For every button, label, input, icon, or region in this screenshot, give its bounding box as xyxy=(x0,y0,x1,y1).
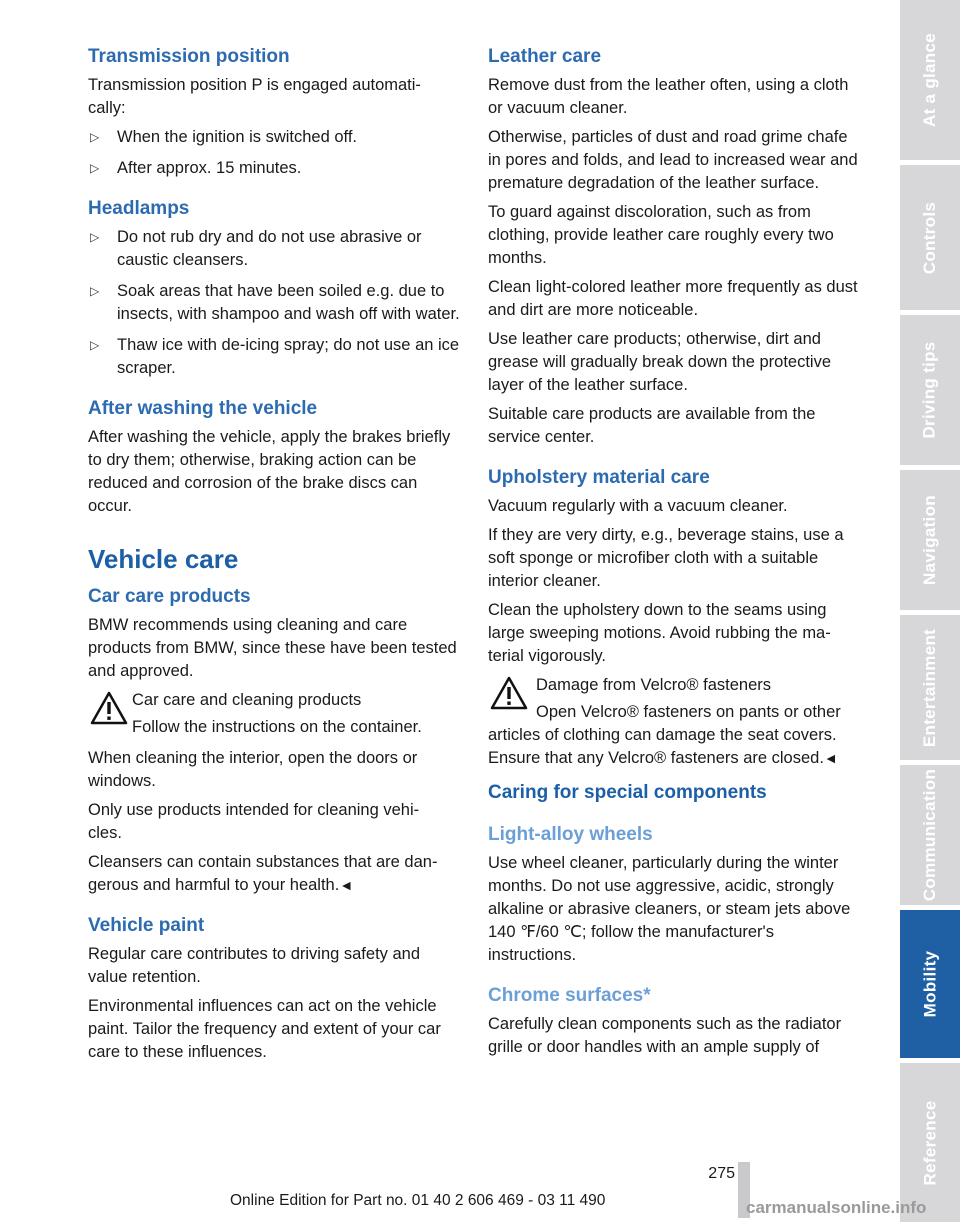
upholstery-text-2: If they are very dirty, e.g., beverage stains, use a soft sponge or microfiber cloth with a suitable interior cleaner. xyxy=(488,526,844,590)
upholstery-heading: Upholstery material care xyxy=(488,467,710,488)
end-mark-icon: ◄ xyxy=(339,877,354,893)
velcro-warning-box xyxy=(488,674,862,770)
velcro-warning-text: articles of clothing can damage the seat covers. Ensure that any Velcro® fasteners are closed.◄ xyxy=(488,726,838,767)
list-item: ▷ Do not rub dry and do not use abrasive or caustic cleansers. xyxy=(90,228,422,269)
watermark: carmanualsonline.info xyxy=(746,1198,927,1217)
edition-footer: Online Edition for Part no. 01 40 2 606 469 - 03 11 490 xyxy=(230,1192,606,1209)
tab-entertainment[interactable]: Entertainment xyxy=(900,615,960,760)
leather-heading: Leather care xyxy=(488,46,602,67)
chapter-tabs-sidebar xyxy=(900,0,960,1222)
wheels-text: Use wheel cleaner, particularly during the winter months. Do not use aggressive, acidic, strongly alkaline or abrasive cleaners, or steam jets above 140 ℉/60 ℃; follow the manufacturer's instructions. xyxy=(488,854,851,964)
leather-text-1: Remove dust from the leather often, using a cloth or vacuum cleaner. xyxy=(488,76,849,117)
cleansers-text: Cleansers can contain substances that are dan- gerous and harmful to your health.◄ xyxy=(88,853,438,894)
tab-reference[interactable]: Reference xyxy=(900,1063,960,1222)
list-item: ▷ Thaw ice with de-icing spray; do not use an ice scraper. xyxy=(90,336,460,377)
headlamps-heading: Headlamps xyxy=(88,198,190,219)
warning-triangle-icon xyxy=(490,676,528,710)
transmission-heading: Transmission position xyxy=(88,46,290,67)
headlamps-list xyxy=(88,226,464,380)
left-column xyxy=(88,44,464,1070)
interior-text: When cleaning the interior, open the doors or windows. xyxy=(88,749,418,790)
products-text: Only use products intended for cleaning vehi- cles. xyxy=(88,801,420,842)
warning-triangle-icon xyxy=(90,691,128,725)
triangle-bullet-icon: ▷ xyxy=(90,338,100,352)
leather-text-2: Otherwise, particles of dust and road grime chafe in pores and folds, and lead to increased wear and premature degradation of the leather surface. xyxy=(488,128,858,192)
page-number: 275 xyxy=(708,1165,735,1182)
after-washing-heading: After washing the vehicle xyxy=(88,398,318,419)
chrome-text: Carefully clean components such as the radiator grille or door handles with an ample supply of xyxy=(488,1015,842,1056)
triangle-bullet-icon: ▷ xyxy=(90,130,100,144)
leather-text-6: Suitable care products are available from the service center. xyxy=(488,405,816,446)
velcro-warning-line: Open Velcro® fasteners on pants or other xyxy=(536,703,841,721)
list-item: ▷ Soak areas that have been soiled e.g. due to insects, with shampoo and wash off with water. xyxy=(90,282,460,323)
leather-text-3: To guard against discoloration, such as from clothing, provide leather care roughly every two months. xyxy=(488,203,834,267)
chrome-heading: Chrome surfaces* xyxy=(488,985,651,1006)
car-care-heading: Car care products xyxy=(88,586,251,607)
upholstery-text-3: Clean the upholstery down to the seams using large sweeping motions. Avoid rubbing the ma- terial vigorously. xyxy=(488,601,831,665)
end-mark-icon: ◄ xyxy=(823,750,838,766)
tab-communication[interactable]: Communication xyxy=(900,765,960,905)
special-components-heading: Caring for special components xyxy=(488,782,767,803)
vehicle-paint-heading: Vehicle paint xyxy=(88,915,205,936)
warning-title: Car care and cleaning products xyxy=(132,691,362,709)
transmission-intro: Transmission position P is engaged automati- cally: xyxy=(88,76,421,117)
upholstery-text-1: Vacuum regularly with a vacuum cleaner. xyxy=(488,497,788,515)
transmission-list xyxy=(88,126,464,180)
list-item: ▷ When the ignition is switched off. xyxy=(88,126,464,149)
list-item: ▷ After approx. 15 minutes. xyxy=(88,157,464,180)
tab-mobility[interactable]: Mobility xyxy=(900,910,960,1058)
triangle-bullet-icon: ▷ xyxy=(90,284,100,298)
triangle-bullet-icon: ▷ xyxy=(90,161,100,175)
leather-text-5: Use leather care products; otherwise, dirt and grease will gradually break down the protective layer of the leather surface. xyxy=(488,330,832,394)
paint-text-1: Regular care contributes to driving safety and value retention. xyxy=(88,945,421,986)
warning-text: Follow the instructions on the container. xyxy=(132,718,422,736)
velcro-warning-title: Damage from Velcro® fasteners xyxy=(536,676,772,694)
after-washing-text: After washing the vehicle, apply the brakes briefly to dry them; otherwise, braking action can be reduced and corrosion of the brake discs can occur. xyxy=(88,428,451,515)
paint-text-2: Environmental influences can act on the vehicle paint. Tailor the frequency and extent of your car care to these influences. xyxy=(88,997,441,1061)
triangle-bullet-icon: ▷ xyxy=(90,230,100,244)
tab-driving-tips[interactable]: Driving tips xyxy=(900,315,960,465)
chapter-title: Vehicle care xyxy=(88,544,239,574)
tab-at-a-glance[interactable]: At a glance xyxy=(900,0,960,160)
right-column xyxy=(488,44,862,1065)
tab-controls[interactable]: Controls xyxy=(900,165,960,310)
tab-navigation[interactable]: Navigation xyxy=(900,470,960,610)
leather-text-4: Clean light-colored leather more frequently as dust and dirt are more noticeable. xyxy=(488,278,858,319)
wheels-heading: Light-alloy wheels xyxy=(488,824,653,845)
warning-box xyxy=(88,689,464,739)
car-care-text: BMW recommends using cleaning and care products from BMW, since these have been tested and approved. xyxy=(88,616,457,680)
